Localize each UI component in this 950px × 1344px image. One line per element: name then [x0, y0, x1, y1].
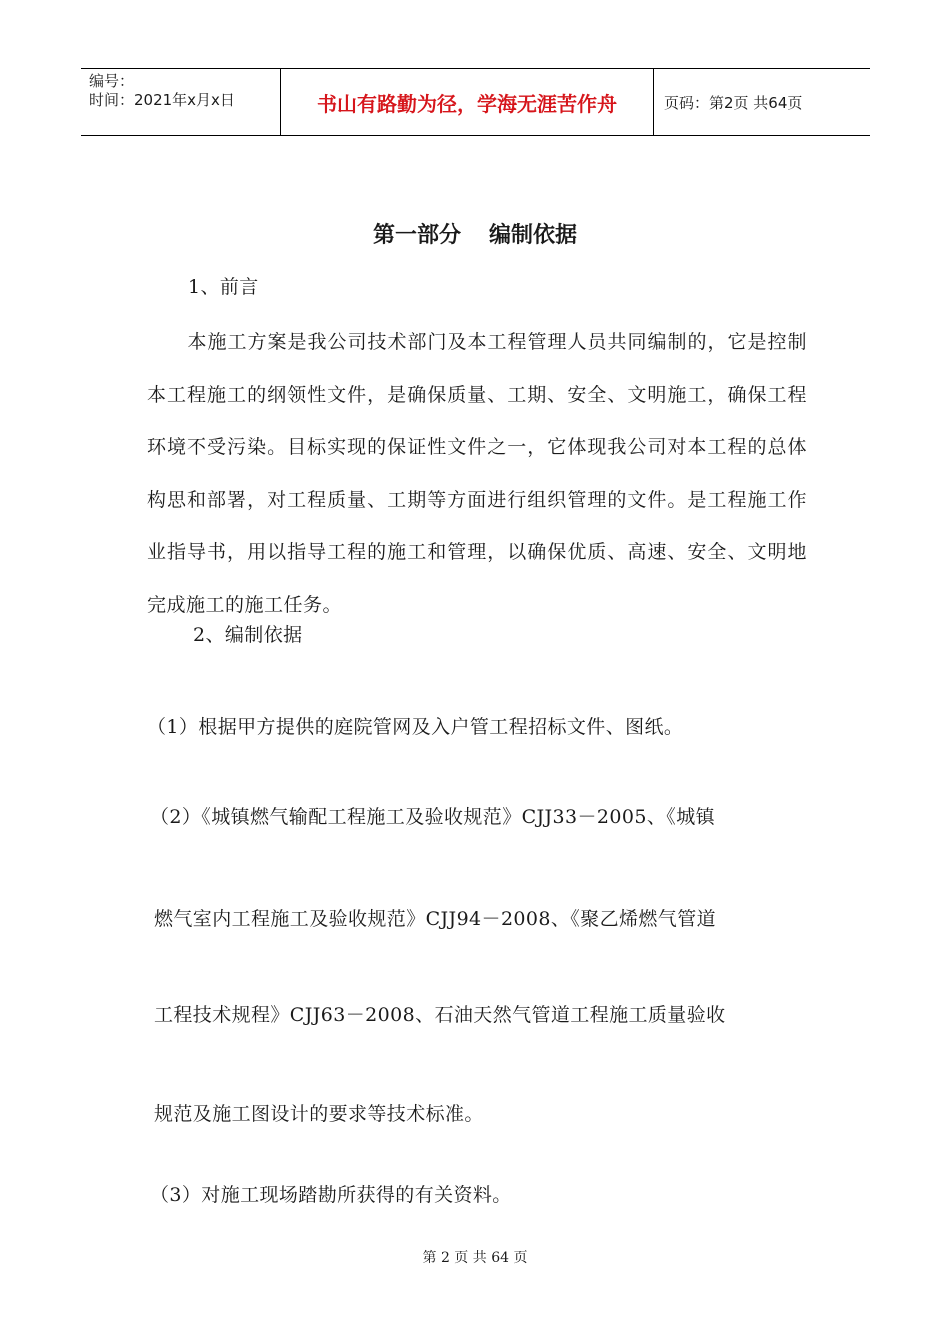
title-part: 第一部分 [372, 223, 461, 248]
preface-body: 本施工方案是我公司技术部门及本工程管理人员共同编制的，它是控制本工程施工的纲领性文件，是确保质量、工期、安全、文明施工，确保工程环境不受污染。目标实现的保证性文件之一，它体现我公司对本工程的总体构思和部署，对工程质量、工期等方面进行组织管理的文件。是工程施工作业指导书，用以指导工程的施工和管理，以确保优质、高速、安全、文明地完成施工的施工任务。 [147, 331, 807, 616]
header-meta [81, 69, 281, 135]
section-title [0, 218, 950, 249]
basis-item-2-line-2: 燃气室内工程施工及验收规范》CJJ94－2008、《聚乙烯燃气管道 [154, 908, 717, 930]
title-name: 编制依据 [489, 223, 578, 248]
preface-paragraph [147, 316, 807, 631]
basis-heading: 2、编制依据 [193, 624, 303, 646]
header-page-info: 页码：第2页 共64页 [664, 93, 803, 112]
basis-item-2-line-1: （2）《城镇燃气输配工程施工及验收规范》CJJ33－2005、《城镇 [150, 806, 715, 828]
basis-item-1: （1）根据甲方提供的庭院管网及入户管工程招标文件、图纸。 [147, 716, 684, 738]
time-label: 时间：2021年x月x日 [89, 91, 235, 109]
number-label: 编号： [89, 72, 135, 90]
page-footer: 第 2 页 共 64 页 [422, 1250, 528, 1266]
page-header [81, 68, 870, 136]
basis-item-2-line-3: 工程技术规程》CJJ63－2008、石油天然气管道工程施工质量验收 [154, 1004, 726, 1026]
basis-item-3: （3）对施工现场踏勘所获得的有关资料。 [150, 1184, 512, 1206]
basis-item-2-line-4: 规范及施工图设计的要求等技术标准。 [154, 1103, 484, 1125]
preface-heading: 1、前言 [188, 276, 259, 298]
header-motto: 书山有路勤为径，学海无涯苦作舟 [281, 69, 654, 135]
